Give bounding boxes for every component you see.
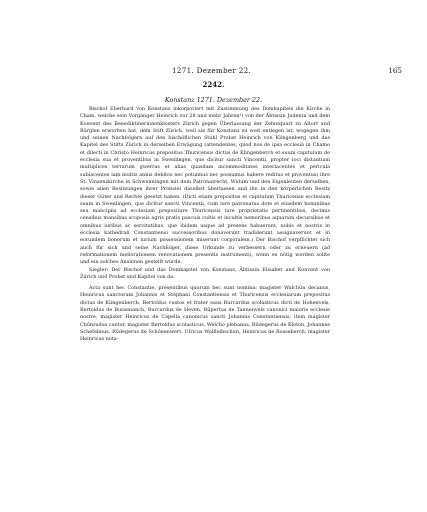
- sealers-paragraph: Siegler: Der Bischof und das Domkapitel von Konstanz, Äbtissin Elisabet und Konvent von Zürich und Probst und Kapitel von da.: [80, 266, 330, 280]
- page-number: 165: [388, 66, 402, 75]
- regest-paragraph: Bischof Eberhard von Konstanz inkorporiert mit Zustimmung des Domkapitels die Kirche in Cham, welche sein Vorgänger Heinrich vor 28 und mehr Jahren¹) von der Äbtissin Judenta und dem Konvent des Benediktinerinnenklosters Zürich gegen Überlassung der Zehntquart zu Altorf und Bürglen erworben hat, dem Stift Zürich, weil sie für Konstanz zu weit entlegen ist, wogegen ihm und seinen Nachfolgern auf den bischöflichen Stuhl Probst Heinrich von Klingenberg und das Kapitel des Stifts Zürich in derselben Erwägung (attendentes, quod nos de ipsa ecclesia in Chamo et dilecti in Christo Heinricus prepositus Thuricensis dictus de Klingenberch et suum capitulum de ecclesia sua et proventibus in Swenlingen, que dicitur sancti Vincentii, propter loci distantiam multiplices terrarum gwerras et alias quasdam incommoditates interiacentes et pericula subiacentes iam multis annis debitos nec potuimus nec possumus habere reditus et proventus) ihre St. Vinzenzkirche in Schwenningen mit dem Patronatrecht, Widum und den Eigenleuten derselben, sowie allen Besitzungen ihrer Probstei daselbst überlassen und ihn in den körperlichen Besitz dieser Güter und Rechte gesetzt haben. (Dicti etiam prepositus et capitulum Thuricense ecclesiam suam in Swenlingen, que dicitur sancti Vincentii, cum iure patronatus dote et eiusdem hominibus seu mancipiis ad ecclesiam prepositure Thuricensis iure proprietatis pertinentibus, decimis censibus mansibus scoposis agris pratis pascuis cultis et incultis nemoribus aquarum decursibus et omnibus iuribus ac servitutibus, que ibidem usque ad presens habuerunt, nobis et nostris in ecclesia kathedrali Constantiensi successoribus donaverunt tradiderunt assignaverunt et in eorundem bonorum et iurium possessionem miserunt corporalem.) Der Bischof verpflichtet sich auch für sich und seine Nachfolger, diese Urkunde zu verbessern oder zu erneuern (ad reformationem meliorationem renovationem presentis instrumenti), wenn es nötig werden sollte und ein solches Ansinnen gestellt würde.: [80, 106, 330, 266]
- running-head-date: 1271. Dezember 22.: [172, 66, 252, 75]
- witness-paragraph: Acta sunt hec Constantie, presentibus quorum hec sunt nomina: magister Walchūn decanus, Heinricus sanctorum Johannis et Stephani Constantiensis et Thuricensis ecclesiarum prepositus dictus de Klingenberch, Bertoldus custos et frater suus Burcardus scolasticus dicti de Hohenvels, Bertoldus de Bussenanch, Burcardus de Heven, Rūpertus de Tannenvels canonici maioris ecclesie nostre, magister Heinricus de Capella canonicus sancti Johannis Constantiensis, item magister Chūnradus cantor, magister Bertoldus scolasticus, Welcho plebanus, Rūdegerus de Kloton, Johannes Schefelinus, Rūdegerus de Schōnenwert, Ulricus Wolfleibschun, Heinricus de Rosseberch, magister Heinricus nota-: [80, 285, 330, 343]
- document-number: 2242.: [202, 80, 225, 89]
- document-body: [80, 106, 330, 344]
- running-head: [46, 66, 402, 76]
- place-and-date: Konstanz 1271. Dezember 22.: [164, 96, 263, 104]
